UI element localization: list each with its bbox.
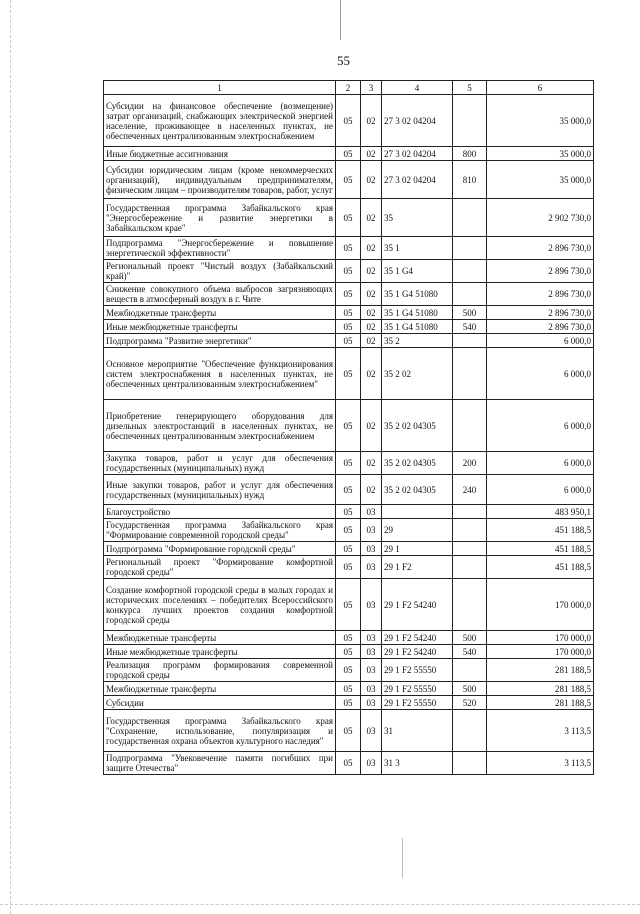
budget-table	[103, 80, 594, 775]
row-section: 05	[336, 161, 361, 199]
table-row	[104, 400, 594, 452]
row-amount: 2 896 730,0	[487, 320, 594, 334]
row-amount: 2 896 730,0	[487, 237, 594, 260]
row-expense-type: 800	[453, 147, 487, 161]
row-name: Подпрограмма "Энергосбережение и повышение энергетической эффективности"	[104, 237, 336, 260]
row-target-code: 27 3 02 04204	[382, 161, 453, 199]
row-subsection: 02	[361, 161, 382, 199]
table-row	[104, 320, 594, 334]
row-amount: 35 000,0	[487, 147, 594, 161]
table-row	[104, 306, 594, 320]
row-name: Снижение совокупного объема выбросов загрязняющих веществ в атмосферный воздух в г. Чите	[104, 283, 336, 306]
row-name: Создание комфортной городской среды в малых городах и исторических поселениях – победителях Всероссийского конкурса лучших проектов создания комфортной городской среды	[104, 579, 336, 631]
row-expense-type	[453, 283, 487, 306]
row-amount: 2 896 730,0	[487, 260, 594, 283]
row-subsection: 03	[361, 579, 382, 631]
row-target-code: 35 2 02 04305	[382, 452, 453, 475]
row-name: Субсидии	[104, 696, 336, 710]
table-row	[104, 579, 594, 631]
table-row	[104, 659, 594, 682]
row-section: 05	[336, 505, 361, 519]
row-expense-type	[453, 400, 487, 452]
row-expense-type	[453, 556, 487, 579]
header-col-4: 4	[382, 81, 453, 95]
row-target-code: 35	[382, 199, 453, 237]
margin-line-bottom	[402, 838, 403, 878]
row-name: Иные бюджетные ассигнования	[104, 147, 336, 161]
row-amount: 170 000,0	[487, 645, 594, 659]
row-section: 05	[336, 710, 361, 752]
row-name: Межбюджетные трансферты	[104, 306, 336, 320]
row-name: Приобретение генерирующего оборудования для дизельных электростанций в населенных пунктах, не обеспеченных централизованным электроснабжением	[104, 400, 336, 452]
row-subsection: 02	[361, 475, 382, 505]
table-row	[104, 147, 594, 161]
row-expense-type: 500	[453, 682, 487, 696]
table-row	[104, 710, 594, 752]
row-amount: 3 113,5	[487, 752, 594, 775]
scan-edge-left	[0, 0, 11, 914]
row-section: 05	[336, 283, 361, 306]
row-expense-type: 540	[453, 320, 487, 334]
row-name: Государственная программа Забайкальского края "Энергосбережение и развитие энергетики в Забайкальском крае"	[104, 199, 336, 237]
table-row	[104, 334, 594, 348]
header-col-3: 3	[361, 81, 382, 95]
row-amount: 6 000,0	[487, 334, 594, 348]
row-name: Государственная программа Забайкальского края "Сохранение, использование, популяризация и государственная охрана объектов культурного наследия"	[104, 710, 336, 752]
row-target-code: 35 2	[382, 334, 453, 348]
row-subsection: 02	[361, 283, 382, 306]
row-amount: 2 896 730,0	[487, 283, 594, 306]
row-subsection: 02	[361, 348, 382, 400]
row-expense-type	[453, 579, 487, 631]
row-section: 05	[336, 348, 361, 400]
row-name: Субсидии юридическим лицам (кроме некоммерческих организаций), индивидуальным предпринимателям, физическим лицам – производителям товаров, работ, услуг	[104, 161, 336, 199]
row-subsection: 03	[361, 505, 382, 519]
row-subsection: 02	[361, 334, 382, 348]
row-expense-type	[453, 710, 487, 752]
row-name: Реализация программ формирования современной городской среды	[104, 659, 336, 682]
table-row	[104, 348, 594, 400]
row-expense-type	[453, 505, 487, 519]
row-section: 05	[336, 260, 361, 283]
row-section: 05	[336, 542, 361, 556]
row-target-code: 35 1 G4 51080	[382, 306, 453, 320]
row-target-code: 29 1 F2 54240	[382, 631, 453, 645]
row-amount: 2 902 730,0	[487, 199, 594, 237]
row-subsection: 02	[361, 95, 382, 147]
header-col-2: 2	[336, 81, 361, 95]
row-subsection: 03	[361, 645, 382, 659]
row-target-code: 27 3 02 04204	[382, 147, 453, 161]
table-row	[104, 682, 594, 696]
row-expense-type: 810	[453, 161, 487, 199]
table-row	[104, 260, 594, 283]
row-section: 05	[336, 682, 361, 696]
row-amount: 6 000,0	[487, 348, 594, 400]
row-amount: 6 000,0	[487, 475, 594, 505]
row-expense-type: 520	[453, 696, 487, 710]
row-section: 05	[336, 452, 361, 475]
row-subsection: 02	[361, 320, 382, 334]
row-name: Иные закупки товаров, работ и услуг для обеспечения государственных (муниципальных) нужд	[104, 475, 336, 505]
row-section: 05	[336, 752, 361, 775]
table-row	[104, 283, 594, 306]
table-row	[104, 95, 594, 147]
table-row	[104, 542, 594, 556]
row-section: 05	[336, 659, 361, 682]
row-name: Государственная программа Забайкальского края "Формирование современной городской среды"	[104, 519, 336, 542]
row-subsection: 02	[361, 452, 382, 475]
row-target-code: 35 1 G4 51080	[382, 320, 453, 334]
scan-edge-bottom	[0, 904, 640, 906]
table-row	[104, 199, 594, 237]
header-col-6: 6	[487, 81, 594, 95]
page-number: 55	[337, 53, 350, 68]
row-section: 05	[336, 696, 361, 710]
row-target-code: 31 3	[382, 752, 453, 775]
row-target-code: 35 2 02 04305	[382, 400, 453, 452]
row-section: 05	[336, 334, 361, 348]
row-amount: 2 896 730,0	[487, 306, 594, 320]
row-expense-type	[453, 519, 487, 542]
table-row	[104, 645, 594, 659]
row-subsection: 03	[361, 542, 382, 556]
table-row	[104, 505, 594, 519]
row-name: Основное мероприятие "Обеспечение функционирования систем электроснабжения в населенных пунктах, не обеспеченных централизованным электроснабжением"	[104, 348, 336, 400]
row-section: 05	[336, 320, 361, 334]
row-expense-type: 500	[453, 306, 487, 320]
row-name: Подпрограмма "Развитие энергетики"	[104, 334, 336, 348]
row-section: 05	[336, 400, 361, 452]
row-subsection: 02	[361, 199, 382, 237]
row-target-code: 35 1 G4 51080	[382, 283, 453, 306]
row-amount: 35 000,0	[487, 161, 594, 199]
table-row	[104, 556, 594, 579]
row-amount: 170 000,0	[487, 579, 594, 631]
row-section: 05	[336, 579, 361, 631]
row-subsection: 02	[361, 400, 382, 452]
row-section: 05	[336, 475, 361, 505]
row-expense-type	[453, 95, 487, 147]
row-name: Субсидии на финансовое обеспечение (возмещение) затрат организаций, снабжающих электрической энергией население, проживающее в населенных пунктах, не обеспеченных централизованным электроснабжением	[104, 95, 336, 147]
row-amount: 35 000,0	[487, 95, 594, 147]
row-section: 05	[336, 306, 361, 320]
row-amount: 3 113,5	[487, 710, 594, 752]
row-subsection: 02	[361, 147, 382, 161]
row-expense-type: 500	[453, 631, 487, 645]
table-header-row	[104, 81, 594, 95]
row-target-code: 35 1 G4	[382, 260, 453, 283]
table-row	[104, 237, 594, 260]
row-name: Закупка товаров, работ и услуг для обеспечения государственных (муниципальных) нужд	[104, 452, 336, 475]
row-target-code: 29 1 F2 55550	[382, 659, 453, 682]
table-row	[104, 475, 594, 505]
row-name: Межбюджетные трансферты	[104, 631, 336, 645]
row-target-code: 35 1	[382, 237, 453, 260]
row-target-code: 31	[382, 710, 453, 752]
row-section: 05	[336, 95, 361, 147]
row-target-code	[382, 505, 453, 519]
row-target-code: 29 1 F2 55550	[382, 682, 453, 696]
table-row	[104, 161, 594, 199]
table-row	[104, 452, 594, 475]
row-section: 05	[336, 556, 361, 579]
row-amount: 6 000,0	[487, 400, 594, 452]
row-subsection: 03	[361, 682, 382, 696]
header-col-1: 1	[104, 81, 336, 95]
row-section: 05	[336, 147, 361, 161]
margin-line-top	[340, 0, 341, 40]
row-target-code: 29 1 F2 55550	[382, 696, 453, 710]
table-row	[104, 752, 594, 775]
row-amount: 451 188,5	[487, 542, 594, 556]
row-subsection: 03	[361, 710, 382, 752]
table-row	[104, 519, 594, 542]
row-name: Благоустройство	[104, 505, 336, 519]
row-subsection: 03	[361, 519, 382, 542]
row-name: Подпрограмма "Увековечение памяти погибших при защите Отечества"	[104, 752, 336, 775]
row-section: 05	[336, 237, 361, 260]
row-target-code: 27 3 02 04204	[382, 95, 453, 147]
table-row	[104, 696, 594, 710]
row-subsection: 03	[361, 556, 382, 579]
table-body	[104, 95, 594, 775]
row-target-code: 35 2 02	[382, 348, 453, 400]
row-target-code: 29 1 F2 54240	[382, 579, 453, 631]
row-expense-type: 240	[453, 475, 487, 505]
row-name: Региональный проект "Чистый воздух (Забайкальский край)"	[104, 260, 336, 283]
row-expense-type	[453, 199, 487, 237]
row-amount: 483 950,1	[487, 505, 594, 519]
row-subsection: 02	[361, 260, 382, 283]
row-section: 05	[336, 631, 361, 645]
row-name: Региональный проект "Формирование комфортной городской среды"	[104, 556, 336, 579]
row-name: Иные межбюджетные трансферты	[104, 320, 336, 334]
row-section: 05	[336, 519, 361, 542]
row-expense-type	[453, 260, 487, 283]
row-subsection: 02	[361, 237, 382, 260]
row-amount: 451 188,5	[487, 519, 594, 542]
row-amount: 6 000,0	[487, 452, 594, 475]
row-subsection: 03	[361, 696, 382, 710]
row-expense-type	[453, 334, 487, 348]
row-target-code: 29 1 F2	[382, 556, 453, 579]
row-expense-type: 200	[453, 452, 487, 475]
row-expense-type	[453, 659, 487, 682]
row-target-code: 35 2 02 04305	[382, 475, 453, 505]
row-name: Иные межбюджетные трансферты	[104, 645, 336, 659]
row-target-code: 29 1	[382, 542, 453, 556]
row-subsection: 03	[361, 659, 382, 682]
row-amount: 451 188,5	[487, 556, 594, 579]
row-name: Подпрограмма "Формирование городской среды"	[104, 542, 336, 556]
row-target-code: 29	[382, 519, 453, 542]
row-amount: 281 188,5	[487, 659, 594, 682]
row-expense-type	[453, 752, 487, 775]
row-section: 05	[336, 645, 361, 659]
row-subsection: 03	[361, 631, 382, 645]
row-amount: 281 188,5	[487, 682, 594, 696]
row-section: 05	[336, 199, 361, 237]
row-expense-type	[453, 348, 487, 400]
row-amount: 170 000,0	[487, 631, 594, 645]
row-name: Межбюджетные трансферты	[104, 682, 336, 696]
row-subsection: 03	[361, 752, 382, 775]
header-col-5: 5	[453, 81, 487, 95]
row-expense-type	[453, 237, 487, 260]
row-expense-type	[453, 542, 487, 556]
row-amount: 281 188,5	[487, 696, 594, 710]
table-row	[104, 631, 594, 645]
row-expense-type: 540	[453, 645, 487, 659]
row-subsection: 02	[361, 306, 382, 320]
row-target-code: 29 1 F2 54240	[382, 645, 453, 659]
